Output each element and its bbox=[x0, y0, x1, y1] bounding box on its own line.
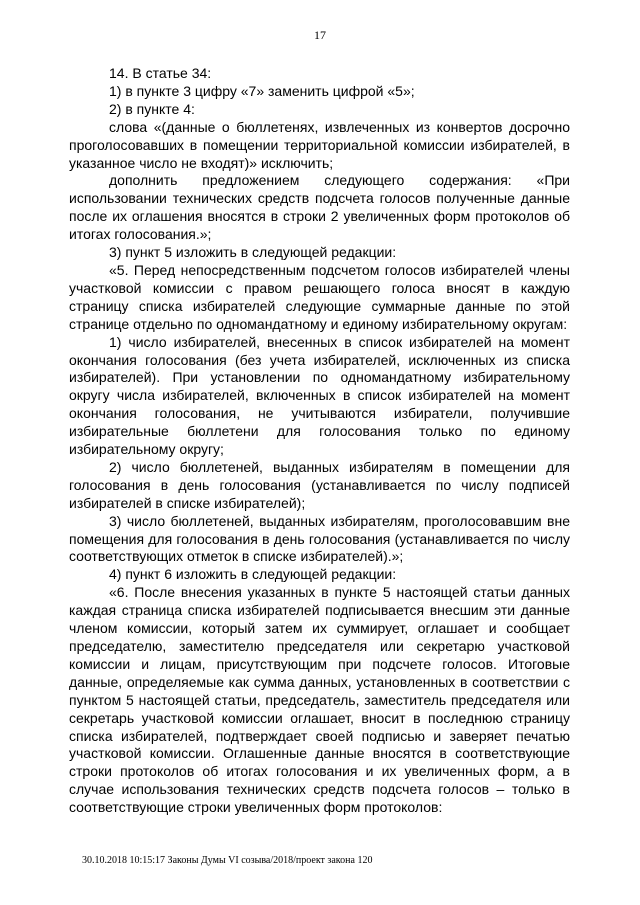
paragraph-item-2: 2) в пункте 4: bbox=[109, 100, 195, 117]
paragraph-item-3: 3) пункт 5 изложить в следующей редакции: bbox=[109, 244, 397, 261]
paragraph-add-sentence: дополнить предложением следующего содержания: «При использовании технических средств подсчета голосов полученные данные после их оглашения вносятся в строки 2 увеличенных форм протоколов об итогах голосования.»; bbox=[69, 172, 570, 243]
paragraph-words-exclude: слова «(данные о бюллетенях, извлеченных из конвертов досрочно проголосовавших в помещении территориальной комиссии избирателей, в указанное число не входят)» исключить; bbox=[69, 118, 570, 171]
paragraph-clause-6: «6. После внесения указанных в пункте 5 настоящей статьи данных каждая страница списка избирателей подписывается внесшим эти данные членом комиссии, который затем их суммирует, оглашает и сообщает председателю, заместителю председателя или секретарю участковой комиссии и лицам, присутствующим при подсчете голосов. Итоговые данные, определяемые как сумма данных, установленных в соответствии с пунктом 5 настоящей статьи, председатель, заместитель председателя или секретарь участковой комиссии оглашает, вносит в последнюю страницу списка избирателей, подтверждает своей подписью и заверяет печатью участковой комиссии. Оглашенные данные вносятся в соответствующие строки протоколов об итогах голосования и их увеличенных форм, а в случае использования технических средств подсчета голосов – только в соответствующие строки увеличенных форм протоколов: bbox=[69, 584, 570, 816]
document-footer: 30.10.2018 10:15:17 Законы Думы VI созыва/2018/проект закона 120 bbox=[82, 855, 373, 866]
page-number: 17 bbox=[314, 28, 326, 42]
paragraph-subitem-1: 1) число избирателей, внесенных в список избирателей на момент окончания голосования (без учета избирателей, исключенных из списка избирателей). При установлении по одномандатному избирательному округу числа избирателей, включенных в список избирателей на момент окончания голосования, не учитываются избиратели, получившие избирательные бюллетени для голосования только по единому избирательному округу; bbox=[69, 333, 570, 458]
paragraph-item-1: 1) в пункте 3 цифру «7» заменить цифрой «5»; bbox=[109, 82, 415, 99]
paragraph-clause-5: «5. Перед непосредственным подсчетом голосов избирателей члены участковой комиссии с правом решающего голоса вносят в каждую страницу списка избирателей следующие суммарные данные по этой странице отдельно по одномандатному и единому избирательному округам: bbox=[69, 261, 570, 332]
paragraph-subitem-3: 3) число бюллетеней, выданных избирателям, проголосовавшим вне помещения для голосования в день голосования (устанавливается по числу соответствующих отметок в списке избирателей).»; bbox=[69, 512, 570, 565]
paragraph-subitem-2: 2) число бюллетеней, выданных избирателям в помещении для голосования в день голосования (устанавливается по числу подписей избирателей в списке избирателей); bbox=[69, 458, 570, 511]
paragraph-item-4: 4) пункт 6 изложить в следующей редакции: bbox=[109, 566, 397, 583]
paragraph-14-article-34: 14. В статье 34: bbox=[109, 65, 212, 81]
document-body bbox=[69, 65, 570, 817]
